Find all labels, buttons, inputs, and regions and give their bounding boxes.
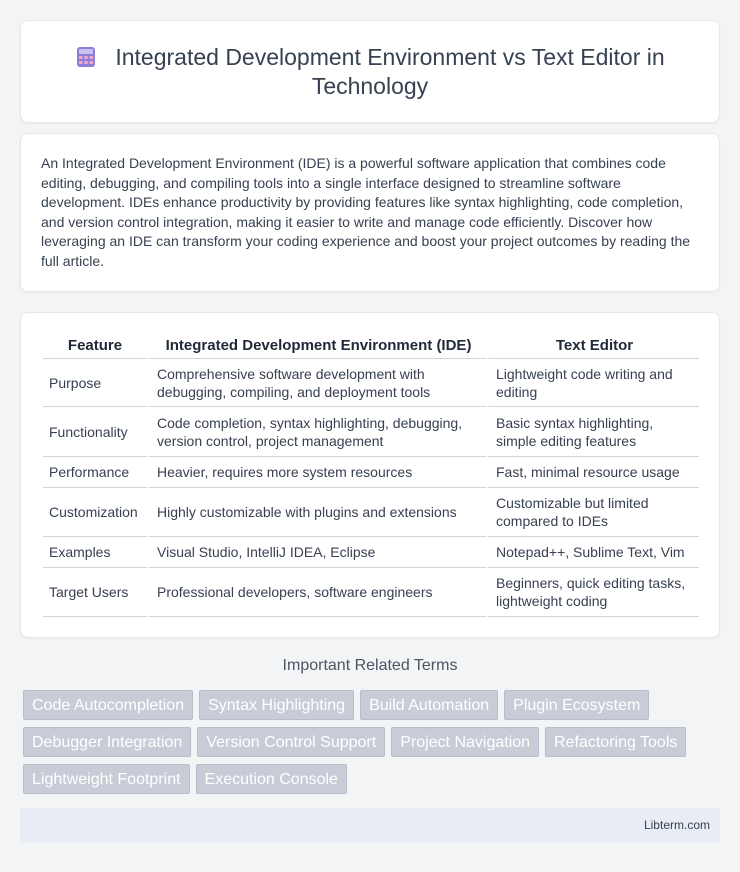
table-row <box>43 537 699 568</box>
table-cell-text-editor: Notepad++, Sublime Text, Vim <box>486 537 699 568</box>
table-row <box>43 407 699 457</box>
footer <box>20 808 720 842</box>
related-term-tag[interactable]: Plugin Ecosystem <box>504 690 649 720</box>
table-cell-ide: Comprehensive software development with debugging, compiling, and deployment tools <box>147 359 486 407</box>
table-cell-text-editor: Basic syntax highlighting, simple editing features <box>486 407 699 457</box>
table-cell-feature: Performance <box>43 457 147 488</box>
table-cell-text-editor: Customizable but limited compared to IDEs <box>486 488 699 537</box>
page-title-text: Integrated Development Environment vs Text Editor in Technology <box>115 43 665 99</box>
table-header-row <box>43 333 699 359</box>
comparison-table <box>43 333 699 617</box>
related-term-tag[interactable]: Lightweight Footprint <box>23 764 190 794</box>
calculator-icon <box>75 46 97 68</box>
comparison-table-card <box>20 312 720 638</box>
related-terms-title: Important Related Terms <box>282 657 458 674</box>
table-cell-feature: Examples <box>43 537 147 568</box>
related-term-tag[interactable]: Execution Console <box>196 764 347 794</box>
table-cell-text-editor: Fast, minimal resource usage <box>486 457 699 488</box>
table-row <box>43 359 699 407</box>
related-term-tag[interactable]: Syntax Highlighting <box>199 690 354 720</box>
table-cell-ide: Heavier, requires more system resources <box>147 457 486 488</box>
table-cell-feature: Target Users <box>43 568 147 617</box>
table-cell-feature: Customization <box>43 488 147 537</box>
table-cell-text-editor: Lightweight code writing and editing <box>486 359 699 407</box>
table-row <box>43 457 699 488</box>
related-term-tag[interactable]: Code Autocompletion <box>23 690 193 720</box>
table-cell-ide: Professional developers, software engineers <box>147 568 486 617</box>
table-row <box>43 568 699 617</box>
table-cell-text-editor: Beginners, quick editing tasks, lightweight coding <box>486 568 699 617</box>
table-cell-ide: Highly customizable with plugins and extensions <box>147 488 486 537</box>
table-cell-feature: Functionality <box>43 407 147 457</box>
column-header-ide: Integrated Development Environment (IDE) <box>147 333 486 359</box>
column-header-text-editor: Text Editor <box>486 333 699 359</box>
header-card <box>20 20 720 123</box>
related-term-tag[interactable]: Refactoring Tools <box>545 727 686 757</box>
column-header-feature: Feature <box>43 333 147 359</box>
related-term-tag[interactable]: Project Navigation <box>391 727 539 757</box>
table-cell-ide: Visual Studio, IntelliJ IDEA, Eclipse <box>147 537 486 568</box>
table-cell-feature: Purpose <box>43 359 147 407</box>
intro-card <box>20 133 720 292</box>
related-term-tag[interactable]: Version Control Support <box>197 727 385 757</box>
related-term-tag[interactable]: Debugger Integration <box>23 727 191 757</box>
page-title <box>61 43 679 101</box>
related-terms-list <box>23 690 723 794</box>
table-row <box>43 488 699 537</box>
footer-brand-link[interactable]: Libterm.com <box>643 818 710 832</box>
related-term-tag[interactable]: Build Automation <box>360 690 498 720</box>
intro-text: An Integrated Development Environment (IDE) is a powerful software application that combines code editing, debugging, and compiling tools into a single interface designed to streamline software development. IDEs enhance productivity by providing features like syntax highlighting, code completion, and version control integration, making it easier to write and manage code efficiently. Discover how leveraging an IDE can transform your coding experience and boost your project outcomes by reading the full article. <box>41 155 691 269</box>
table-cell-ide: Code completion, syntax highlighting, debugging, version control, project management <box>147 407 486 457</box>
